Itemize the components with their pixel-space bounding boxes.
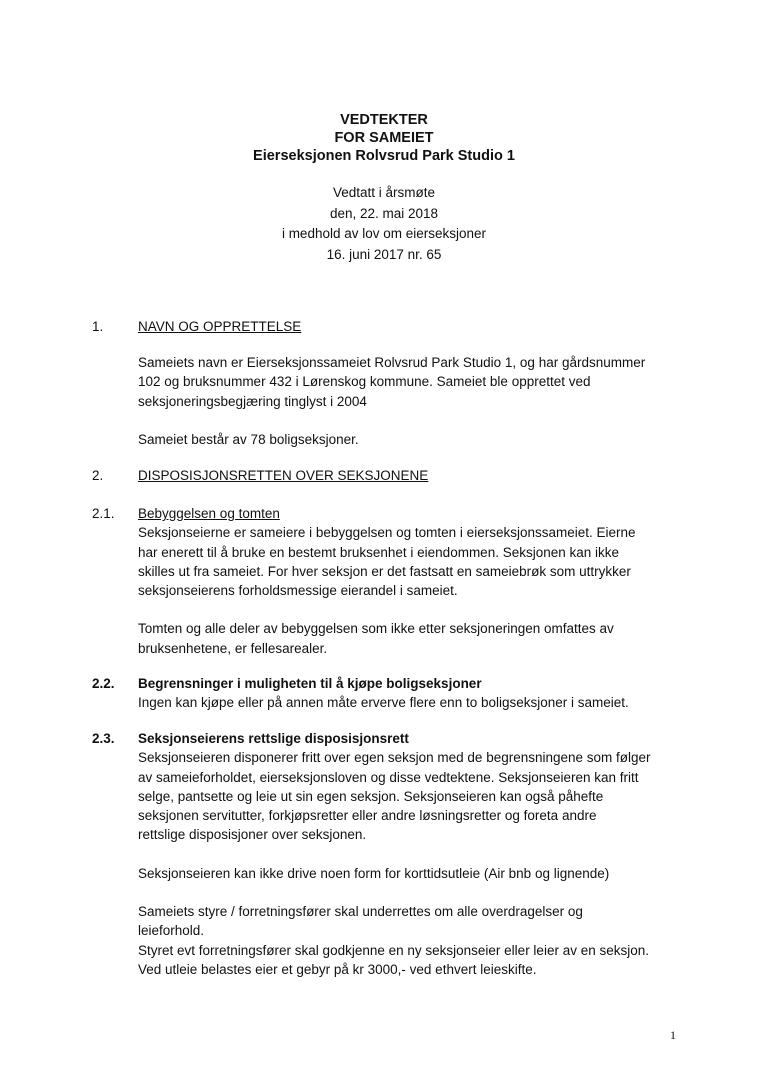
page-number: 1 — [670, 1028, 676, 1042]
text-line: Seksjonseieren disponerer fritt over egen seksjon med de begrensningene som følger — [138, 750, 651, 766]
section-number: 2.3. — [92, 731, 115, 746]
paragraph: Sameiet består av 78 boligseksjoner. — [138, 432, 359, 447]
section-heading: Seksjonseierens rettslige disposisjonsrett — [138, 731, 409, 746]
text-line: seksjoneringsbegjæring tinglyst i 2004 — [138, 393, 367, 409]
text-line: Seksjonseieren kan ikke drive noen form for korttidsutleie (Air bnb og lignende) — [138, 865, 610, 881]
text-line: seksjonen servitutter, forkjøpsretter eller andre løsningsretter og foreta andre — [138, 808, 597, 824]
section-number: 1. — [92, 319, 104, 334]
section-number: 2.1. — [92, 506, 115, 521]
text-line: seksjonseierens forholdsmessige eierandel i sameiet. — [138, 583, 458, 599]
text-line: Sameiets styre / forretningsfører skal underrettes om alle overdragelser og — [138, 904, 583, 920]
text-line: selge, pantsette og leie ut sin egen seksjon. Seksjonseieren kan også påhefte — [138, 788, 604, 804]
text-line: av sameieforholdet, eierseksjonsloven og disse vedtektene. Seksjonseieren kan fritt — [138, 769, 639, 785]
text-line: skilles ut fra sameiet. For hver seksjon er det fastsatt en sameiebrøk som uttrykker — [138, 563, 631, 579]
text-line: Tomten og alle deler av bebyggelsen som ikke etter seksjoneringen omfattes av — [138, 621, 614, 637]
text-line: Ingen kan kjøpe eller på annen måte erverve flere enn to boligseksjoner i sameiet. — [138, 695, 629, 711]
title-line-3: Eierseksjonen Rolvsrud Park Studio 1 — [253, 148, 515, 164]
section-number: 2. — [92, 468, 104, 483]
text-line: leieforhold. — [138, 923, 205, 939]
adoption-info — [0, 183, 768, 265]
section-heading: NAVN OG OPPRETTELSE — [138, 319, 302, 334]
text-line: bruksenhetene, er fellesarealer. — [138, 640, 328, 656]
text-line: har enerett til å bruke en bestemt bruksenhet i eiendommen. Seksjonen kan ikke — [138, 544, 620, 560]
section-number: 2.2. — [92, 676, 115, 691]
section-heading: Bebyggelsen og tomten — [138, 506, 280, 521]
title-line-2: FOR SAMEIET — [334, 130, 434, 146]
adoption-line-4: 16. juni 2017 nr. 65 — [326, 246, 442, 262]
text-line: rettslige disposisjoner over seksjonen. — [138, 827, 367, 843]
paragraph — [138, 353, 698, 411]
adoption-line-3: i medhold av lov om eierseksjoner — [281, 226, 487, 241]
section-heading: Begrensninger i muligheten til å kjøpe boligseksjoner — [138, 676, 482, 691]
text-line: Ved utleie belastes eier et gebyr på kr 3000,- ved ethvert leieskifte. — [138, 961, 537, 977]
document-title — [0, 111, 768, 165]
section-heading: DISPOSISJONSRETTEN OVER SEKSJONENE — [138, 468, 429, 483]
adoption-line-1: Vedtatt i årsmøte — [332, 185, 436, 200]
text-line: Sameiets navn er Eierseksjonssameiet Rolvsrud Park Studio 1, og har gårdsnummer — [138, 355, 646, 370]
text-line: Seksjonseierne er sameiere i bebyggelsen og tomten i eierseksjonssameiet. Eierne — [138, 525, 636, 541]
title-line-1: VEDTEKTER — [340, 112, 428, 128]
text-line: 102 og bruksnummer 432 i Lørenskog kommune. Sameiet ble opprettet ved — [138, 374, 591, 390]
text-line: Styret evt forretningsfører skal godkjenne en ny seksjonseier eller leier av en seksjon. — [138, 942, 649, 958]
adoption-line-2: den, 22. mai 2018 — [329, 205, 439, 221]
